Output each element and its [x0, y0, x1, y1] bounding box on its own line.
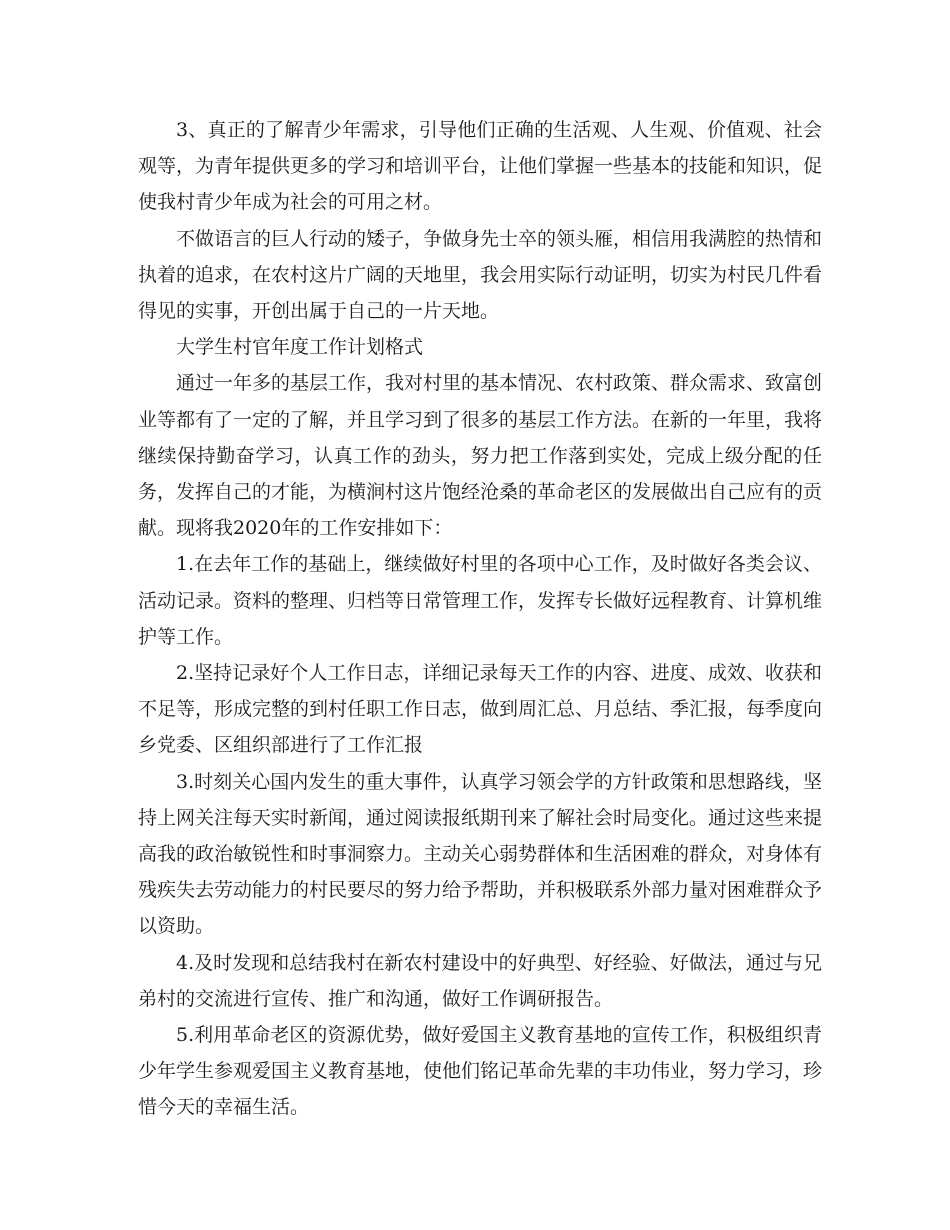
paragraph-intro: 通过一年多的基层工作，我对村里的基本情况、农村政策、群众需求、致富创业等都有了一定的了解，并且学习到了很多的基层工作方法。在新的一年里，我将继续保持勤奋学习，认真工作的劲头，努力把工作落到实处，完成上级分配的任务，发挥自己的才能，为横涧村这片饱经沧桑的革命老区的发展做出自己应有的贡献。现将我2020年的工作安排如下： — [138, 372, 823, 540]
plan-item-3: 3.时刻关心国内发生的重大事件，认真学习领会学的方针政策和思想路线，坚持上网关注每天实时新闻，通过阅读报纸期刊来了解社会时局变化。通过这些来提高我的政治敏锐性和时事洞察力。主动关心弱势群体和生活困难的群众，对身体有残疾失去劳动能力的村民要尽的努力给予帮助，并积极联系外部力量对困难群众予以资助。 — [138, 770, 823, 938]
section-heading: 大学生村官年度工作计划格式 — [176, 336, 424, 359]
plan-item-4: 4.及时发现和总结我村在新农村建设中的好典型、好经验、好做法，通过与兄弟村的交流进行宣传、推广和沟通，做好工作调研报告。 — [138, 951, 822, 1010]
plan-item-5: 5.利用革命老区的资源优势，做好爱国主义教育基地的宣传工作，积极组织青少年学生参观爱国主义教育基地，使他们铭记革命先辈的丰功伟业，努力学习，珍惜今天的幸福生活。 — [138, 1024, 823, 1119]
paragraph-action-pledge: 不做语言的巨人行动的矮子，争做身先士卒的领头雁，相信用我满腔的热情和执着的追求，在农村这片广阔的天地里，我会用实际行动证明，切实为村民几件看得见的实事，开创出属于自己的一片天地。 — [138, 227, 823, 323]
plan-item-1: 1.在去年工作的基础上，继续做好村里的各项中心工作，及时做好各类会议、活动记录。资料的整理、归档等日常管理工作，发挥专长做好远程教育、计算机维护等工作。 — [138, 553, 823, 648]
document-body — [138, 112, 822, 1126]
paragraph-youth-needs: 3、真正的了解青少年需求，引导他们正确的生活观、人生观、价值观、社会观等，为青年提供更多的学习和培训平台，让他们掌握一些基本的技能和知识，促使我村青少年成为社会的可用之材。 — [138, 119, 823, 214]
plan-item-2: 2.坚持记录好个人工作日志，详细记录每天工作的内容、进度、成效、收获和不足等，形成完整的到村任职工作日志，做到周汇总、月总结、季汇报，每季度向乡党委、区组织部进行了工作汇报 — [138, 662, 823, 757]
